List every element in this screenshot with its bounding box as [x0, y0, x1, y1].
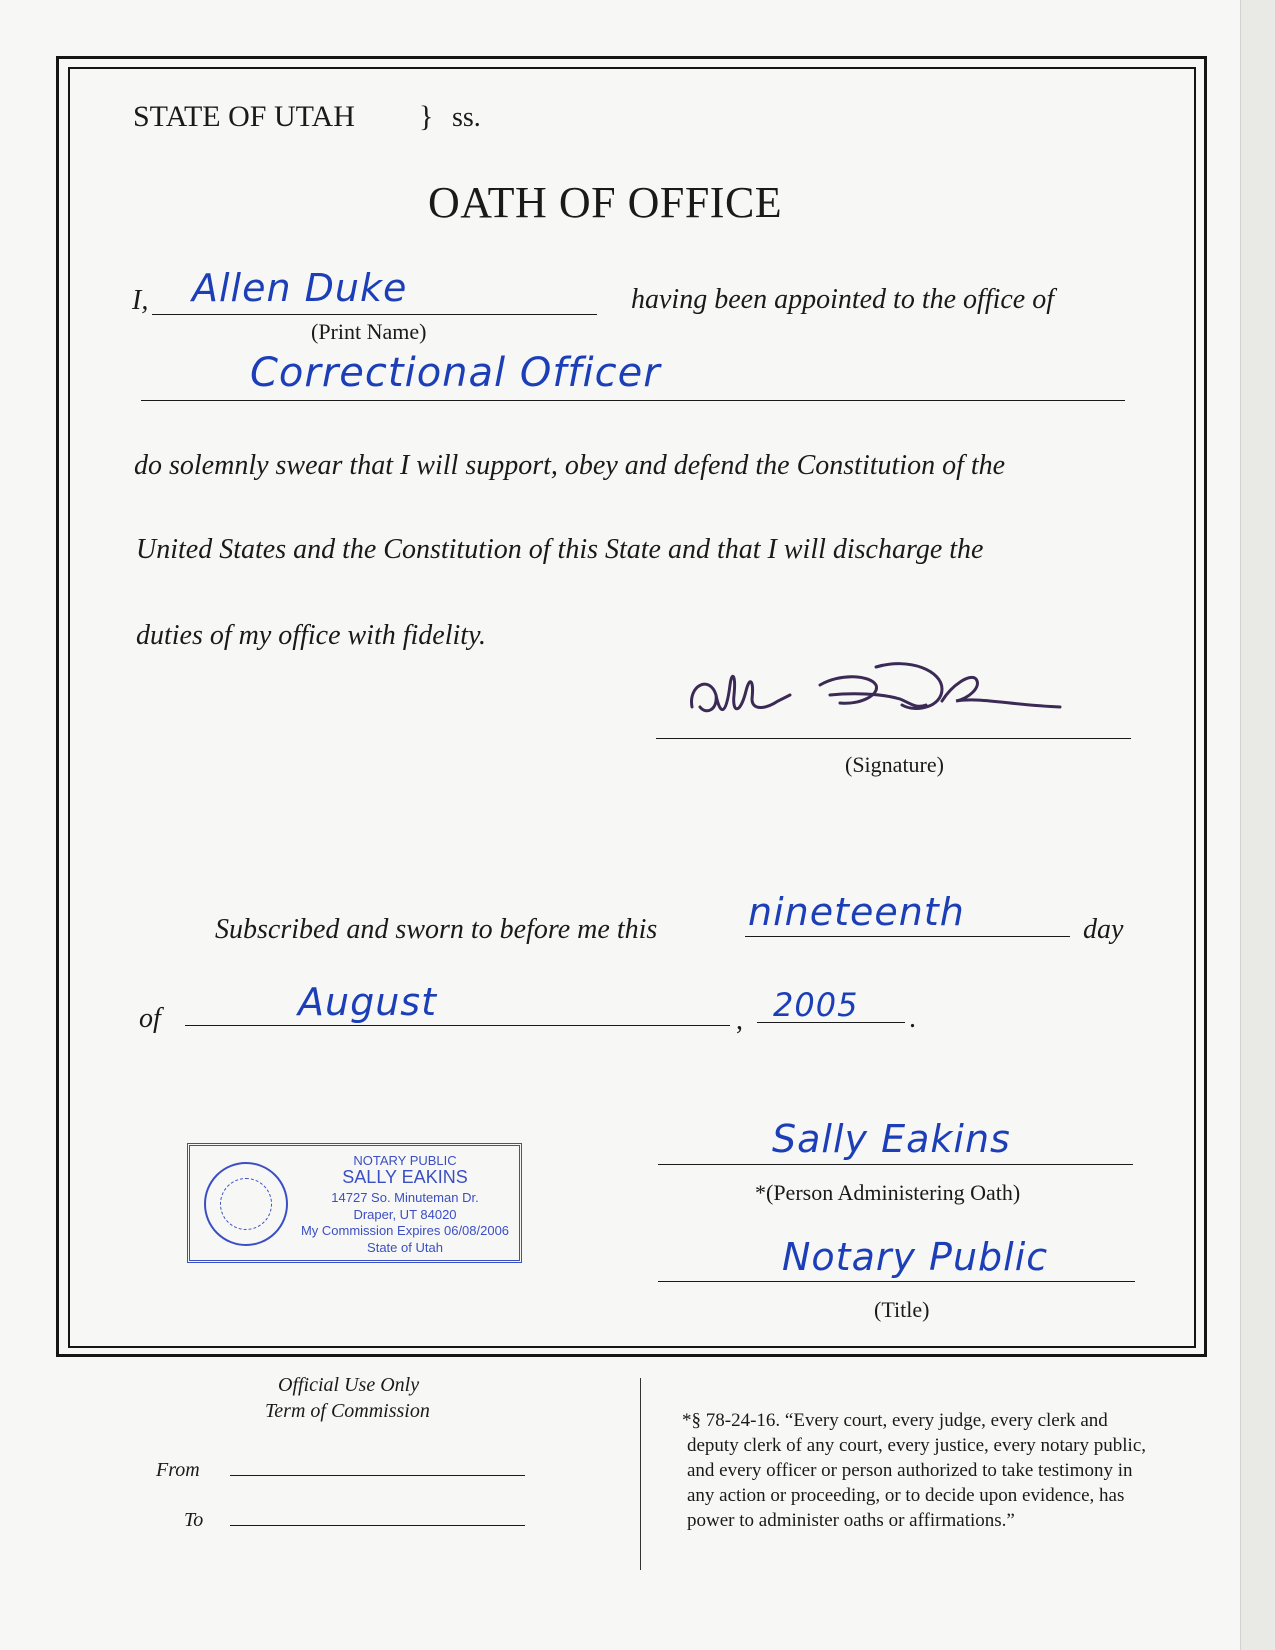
stamp-expires: My Commission Expires 06/08/2006: [300, 1223, 510, 1238]
state-heading: STATE OF UTAH: [133, 100, 355, 133]
to-line[interactable]: [230, 1525, 525, 1526]
month-field-value: August: [298, 980, 437, 1024]
sworn-prefix: Subscribed and sworn to before me this: [215, 914, 658, 945]
oath-text-line-2: United States and the Constitution of this State and that I will discharge the: [136, 534, 984, 565]
month-line: [185, 1025, 730, 1026]
appointed-text: having been appointed to the office of: [631, 284, 1055, 315]
signature-label: (Signature): [845, 752, 944, 777]
statute-line-3: and every officer or person authorized to take testimony in: [687, 1460, 1133, 1481]
of-label: of: [139, 1003, 161, 1034]
i-prefix: I,: [132, 285, 149, 316]
stamp-name: SALLY EAKINS: [342, 1167, 468, 1187]
signature-line: [656, 738, 1131, 739]
stamp-state: State of Utah: [367, 1240, 443, 1255]
from-line[interactable]: [230, 1475, 525, 1476]
term-heading: Term of Commission: [265, 1400, 430, 1422]
statute-line-5: power to administer oaths or affirmations.”: [687, 1510, 1015, 1531]
from-label: From: [156, 1459, 200, 1481]
ss-label: ss.: [452, 102, 481, 133]
statute-line-1: *§ 78-24-16. “Every court, every judge, every clerk and: [682, 1410, 1108, 1431]
statute-line-4: any action or proceeding, or to decide upon evidence, has: [687, 1485, 1125, 1506]
date-period: .: [909, 1003, 916, 1034]
day-line: [745, 936, 1070, 937]
print-name-label: (Print Name): [311, 319, 427, 344]
to-label: To: [184, 1509, 204, 1531]
stamp-heading: NOTARY PUBLIC: [353, 1153, 457, 1168]
name-line: [152, 314, 597, 315]
page-title: OATH OF OFFICE: [428, 178, 783, 227]
brace: }: [419, 100, 434, 133]
year-field-value: 2005: [773, 986, 859, 1024]
stamp-address-1: 14727 So. Minuteman Dr.: [331, 1190, 479, 1205]
oath-text-line-3: duties of my office with fidelity.: [136, 620, 486, 651]
day-field-value: nineteenth: [748, 890, 965, 934]
oath-signature: [680, 655, 1100, 735]
day-label: day: [1083, 914, 1124, 945]
date-comma: ,: [736, 1005, 743, 1036]
administrator-signature-value: Sally Eakins: [772, 1117, 1011, 1161]
office-line: [141, 400, 1125, 401]
year-line: [757, 1022, 905, 1023]
notary-stamp: [187, 1143, 522, 1263]
title-line: [658, 1281, 1135, 1282]
statute-line-2: deputy clerk of any court, every justice, every notary public,: [687, 1435, 1146, 1456]
stamp-address-2: Draper, UT 84020: [353, 1207, 457, 1222]
administrator-line: [658, 1164, 1133, 1165]
title-field-value: Notary Public: [782, 1235, 1049, 1279]
title-label: (Title): [874, 1297, 930, 1322]
administrator-label: *(Person Administering Oath): [755, 1180, 1021, 1205]
vertical-divider: [640, 1378, 641, 1570]
page-edge: [1240, 0, 1275, 1650]
office-field-value: Correctional Officer: [250, 350, 661, 396]
official-use-heading: Official Use Only: [278, 1374, 420, 1396]
state-seal-icon: [204, 1162, 288, 1246]
name-field-value: Allen Duke: [192, 266, 408, 310]
oath-text-line-1: do solemnly swear that I will support, obey and defend the Constitution of the: [134, 450, 1006, 481]
